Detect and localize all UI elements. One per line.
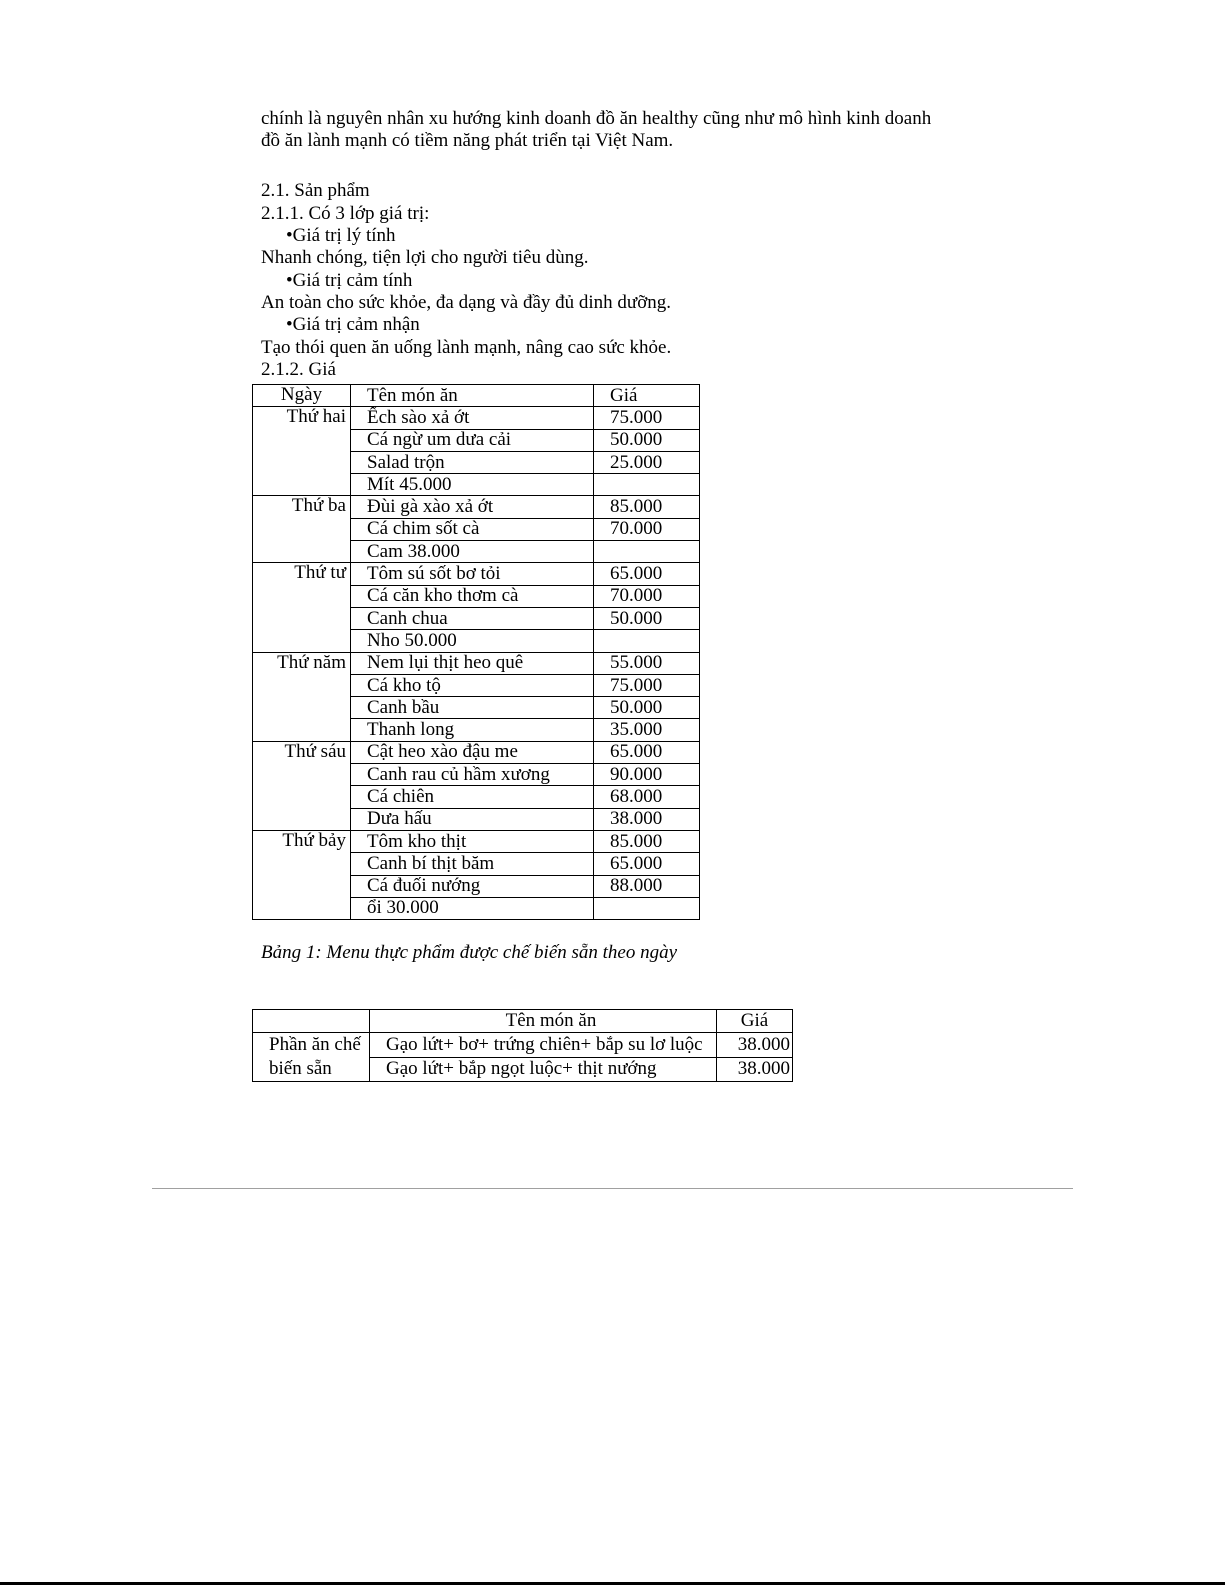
heading-product: 2.1. Sản phẩm xyxy=(261,180,370,201)
dish-cell: Đùi gà xào xả ớt xyxy=(351,496,594,518)
set-price-cell: 38.000 xyxy=(717,1033,793,1058)
day-cell: Thứ tư xyxy=(253,563,351,652)
header-price: Giá xyxy=(594,385,700,407)
text-emotional-value: An toàn cho sức khỏe, đa dạng và đầy đủ dinh dưỡng. xyxy=(261,292,672,313)
table-row xyxy=(253,652,700,674)
dish-cell: Tôm kho thịt xyxy=(351,830,594,852)
dish-cell: Cá đuối nướng xyxy=(351,875,594,897)
header-category xyxy=(253,1010,370,1033)
daily-menu-body xyxy=(253,407,700,920)
day-cell: Thứ hai xyxy=(253,407,351,496)
dish-cell: Salad trộn xyxy=(351,451,594,473)
price-cell: 65.000 xyxy=(594,853,700,875)
category-cell xyxy=(253,1033,370,1082)
price-cell xyxy=(594,630,700,652)
dish-cell: ổi 30.000 xyxy=(351,897,594,919)
header-dish: Tên món ăn xyxy=(351,385,594,407)
dish-cell: Canh bí thịt băm xyxy=(351,853,594,875)
table-header-row xyxy=(253,1010,793,1033)
price-cell: 70.000 xyxy=(594,585,700,607)
table-caption: Bảng 1: Menu thực phẩm được chế biến sẵn theo ngày xyxy=(261,942,678,963)
dish-cell: Cá căn kho thơm cà xyxy=(351,585,594,607)
table-row xyxy=(253,407,700,429)
price-cell: 50.000 xyxy=(594,429,700,451)
price-cell: 70.000 xyxy=(594,518,700,540)
dish-cell: Cá ngừ um dưa cải xyxy=(351,429,594,451)
price-cell: 65.000 xyxy=(594,741,700,763)
bullet-rational-value: •Giá trị lý tính xyxy=(286,225,396,246)
text-perceived-value: Tạo thói quen ăn uống lành mạnh, nâng cao sức khỏe. xyxy=(261,337,672,358)
header-price: Giá xyxy=(717,1010,793,1033)
table-row xyxy=(253,1033,793,1058)
table-row xyxy=(253,496,700,518)
price-cell: 55.000 xyxy=(594,652,700,674)
category-line-2: biến sẵn xyxy=(269,1058,332,1079)
price-cell: 25.000 xyxy=(594,451,700,473)
table-row xyxy=(253,563,700,585)
price-cell: 68.000 xyxy=(594,786,700,808)
price-cell: 65.000 xyxy=(594,563,700,585)
day-cell: Thứ bảy xyxy=(253,830,351,919)
price-cell xyxy=(594,474,700,496)
heading-price: 2.1.2. Giá xyxy=(261,359,336,380)
price-cell: 50.000 xyxy=(594,697,700,719)
table-row xyxy=(253,741,700,763)
dish-cell: Tôm sú sốt bơ tỏi xyxy=(351,563,594,585)
price-cell: 35.000 xyxy=(594,719,700,741)
category-line-1: Phần ăn chế xyxy=(269,1034,361,1055)
price-cell: 75.000 xyxy=(594,674,700,696)
dish-cell: Cá chim sốt cà xyxy=(351,518,594,540)
day-cell: Thứ ba xyxy=(253,496,351,563)
dish-cell: Dưa hấu xyxy=(351,808,594,830)
dish-cell: Canh rau củ hầm xương xyxy=(351,764,594,786)
intro-line-1: chính là nguyên nhân xu hướng kinh doanh đồ ăn healthy cũng như mô hình kinh doanh xyxy=(261,108,932,129)
dish-cell: Cam 38.000 xyxy=(351,541,594,563)
header-day: Ngày xyxy=(253,385,351,407)
bullet-perceived-value: •Giá trị cảm nhận xyxy=(286,314,420,335)
page-divider xyxy=(152,1188,1073,1189)
price-cell: 85.000 xyxy=(594,830,700,852)
dish-cell: Cá kho tộ xyxy=(351,674,594,696)
table-row xyxy=(253,830,700,852)
dish-cell: Thanh long xyxy=(351,719,594,741)
price-cell: 75.000 xyxy=(594,407,700,429)
price-cell: 88.000 xyxy=(594,875,700,897)
dish-cell: Canh bầu xyxy=(351,697,594,719)
dish-cell: Canh chua xyxy=(351,607,594,629)
price-cell: 50.000 xyxy=(594,607,700,629)
dish-cell: Nho 50.000 xyxy=(351,630,594,652)
price-cell: 85.000 xyxy=(594,496,700,518)
dish-cell: Ếch sào xả ớt xyxy=(351,407,594,429)
set-meal-table xyxy=(252,1009,793,1082)
set-dish-cell: Gạo lứt+ bơ+ trứng chiên+ bắp su lơ luộc xyxy=(370,1033,717,1058)
day-cell: Thứ năm xyxy=(253,652,351,741)
dish-cell: Cật heo xào đậu me xyxy=(351,741,594,763)
text-rational-value: Nhanh chóng, tiện lợi cho người tiêu dùng. xyxy=(261,247,589,268)
intro-line-2: đồ ăn lành mạnh có tiềm năng phát triển tại Việt Nam. xyxy=(261,130,674,151)
header-dish: Tên món ăn xyxy=(370,1010,717,1033)
price-cell xyxy=(594,897,700,919)
price-cell: 38.000 xyxy=(594,808,700,830)
bullet-emotional-value: •Giá trị cảm tính xyxy=(286,270,413,291)
heading-values: 2.1.1. Có 3 lớp giá trị: xyxy=(261,203,430,224)
set-dish-cell: Gạo lứt+ bắp ngọt luộc+ thịt nướng xyxy=(370,1057,717,1082)
set-price-cell: 38.000 xyxy=(717,1057,793,1082)
dish-cell: Nem lụi thịt heo quê xyxy=(351,652,594,674)
day-cell: Thứ sáu xyxy=(253,741,351,830)
dish-cell: Cá chiên xyxy=(351,786,594,808)
daily-menu-table xyxy=(252,384,700,920)
dish-cell: Mít 45.000 xyxy=(351,474,594,496)
price-cell xyxy=(594,541,700,563)
table-header-row xyxy=(253,385,700,407)
price-cell: 90.000 xyxy=(594,764,700,786)
